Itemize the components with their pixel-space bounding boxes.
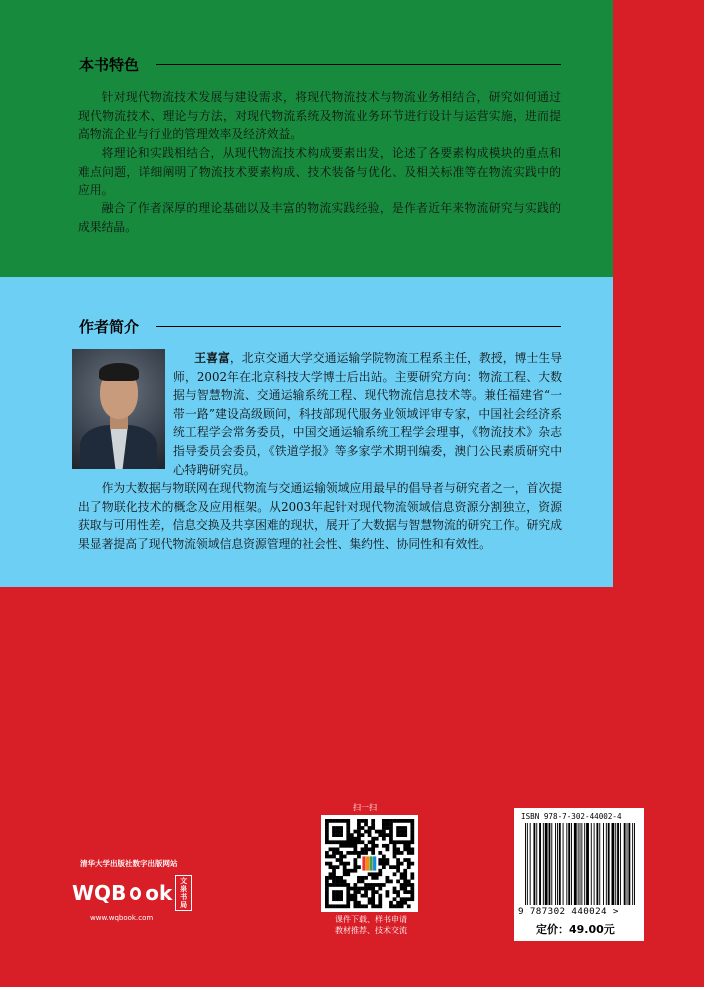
author-bio-intro (173, 349, 562, 479)
publisher-name: 清华大学出版社数字出版网站 (80, 859, 178, 868)
qr-caption-line-1: 课件下载、样书申请 (335, 915, 407, 924)
qr-caption-line-2: 教材推荐、技术交流 (335, 926, 407, 935)
wenquan-badge: 文泉 书局 (175, 875, 192, 911)
author-rule (156, 326, 561, 327)
features-rule (156, 64, 561, 65)
price-label: 定价：49.00元 (536, 923, 615, 936)
author-bio-text: ，北京交通大学交通运输学院物流工程系主任，教授，博士生导师，2002年在北京科技大学博士后出站。主要研究方向：物流工程、大数据与智慧物流、交通运输系统工程、现代物流信息技术等。兼任福建省“一带一路”建设高级顾问，科技部现代服务业领域评审专家，中国社会经济系统工程学会常务委员，中国交通运输系统工程学会理事，《物流技术》杂志指导委员会委员，《铁道学报》等多家学术期刊编委，澳门公民素质研究中心特聘研究员。 (173, 351, 562, 477)
features-paragraph-3: 融合了作者深厚的理论基础以及丰富的物流实践经验，是作者近年来物流研究与实践的成果结晶。 (78, 201, 561, 234)
publisher-website: www.wqbook.com (90, 914, 154, 922)
publisher-logo (72, 858, 192, 922)
barcode-bars (523, 823, 637, 905)
features-paragraph-2: 将理论和实践相结合，从现代物流技术构成要素出发，论述了各要素构成模块的重点和难点问题，详细阐明了物流技术要素构成、技术装备与优化、及相关标准等在物流实践中的应用。 (78, 146, 561, 198)
features-heading: 本书特色 (79, 56, 140, 74)
author-heading: 作者简介 (79, 318, 140, 336)
qr-caption (328, 914, 414, 936)
author-bio-research: 作为大数据与物联网在现代物流与交通运输领域应用最早的倡导者与研究者之一，首次提出了物联化技术的概念及应用框架。从2003年起针对现代物流领域信息资源分割独立，资源获取与可用性差，信息交换及共享困难的现状，展开了大数据与智慧物流的研究工作。研究成果显著提高了现代物流领域信息资源管理的社会性、集约性、协同性和有效性。 (78, 481, 562, 551)
qr-code (321, 815, 418, 912)
qr-label: 扫一扫 (353, 803, 377, 812)
features-paragraph-1: 针对现代物流技术发展与建设需求，将现代物流技术与物流业务相结合，研究如何通过现代物流技术、理论与方法，对现代物流系统及物流业务环节进行设计与运营实施，进而提高物流企业与行业的管理效率及经济效益。 (78, 90, 561, 142)
isbn-text: ISBN 978-7-302-44002-4 (521, 812, 622, 821)
barcode-digits: 9 787302 440024 > (518, 906, 619, 917)
author-name: 王喜富 (194, 351, 230, 365)
wqbook-logo: WQB ok 文泉 书局 (72, 875, 192, 911)
author-photo (72, 349, 165, 469)
